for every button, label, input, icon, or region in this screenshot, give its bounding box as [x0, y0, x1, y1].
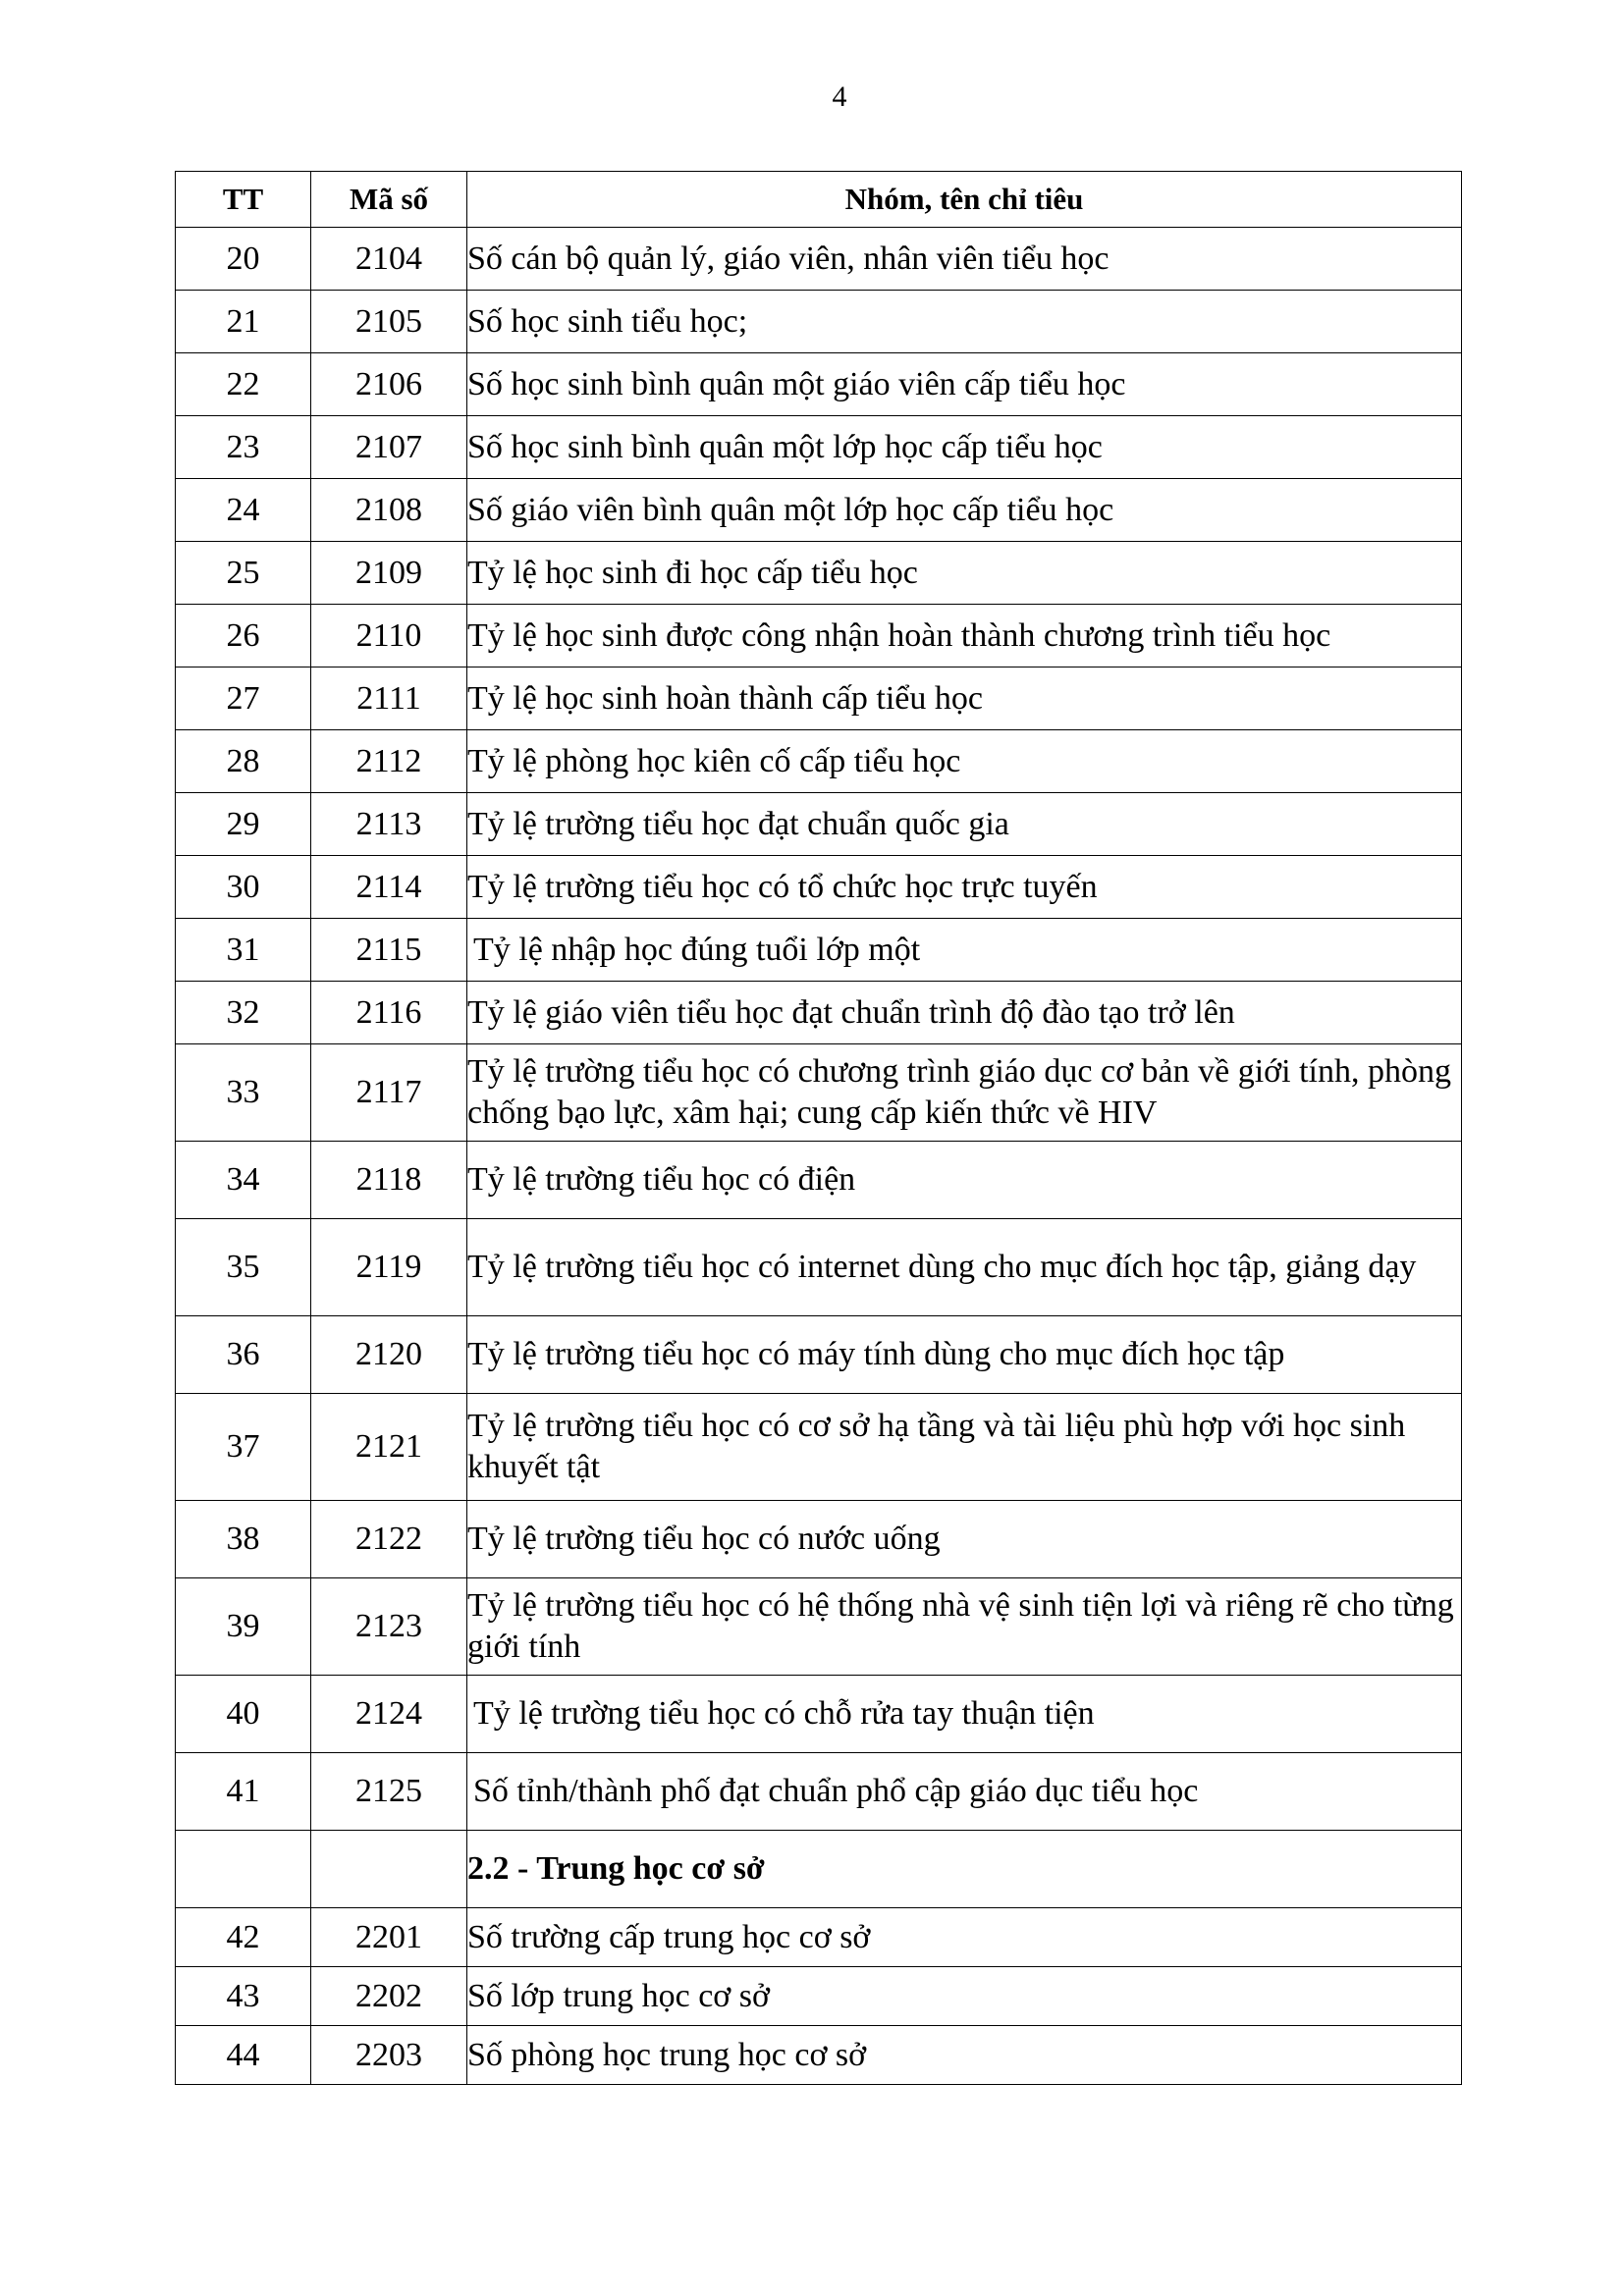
header-tt: TT	[176, 172, 311, 228]
row-code: 2118	[311, 1142, 467, 1219]
table-row	[176, 856, 1462, 919]
section-row	[176, 1831, 1462, 1908]
row-name: Tỷ lệ trường tiểu học có internet dùng cho mục đích học tập, giảng dạy	[467, 1219, 1462, 1316]
table-row	[176, 479, 1462, 542]
row-code: 2124	[311, 1676, 467, 1753]
row-code: 2108	[311, 479, 467, 542]
table-row	[176, 605, 1462, 667]
table-row	[176, 228, 1462, 291]
table-row	[176, 1676, 1462, 1753]
row-name: Tỷ lệ trường tiểu học có chỗ rửa tay thuận tiện	[467, 1676, 1462, 1753]
section-title: 2.2 - Trung học cơ sở	[467, 1831, 1462, 1908]
table-row	[176, 1753, 1462, 1831]
row-code: 2123	[311, 1578, 467, 1676]
table-header-row	[176, 172, 1462, 228]
row-tt: 42	[176, 1908, 311, 1967]
row-tt: 38	[176, 1501, 311, 1578]
row-code: 2104	[311, 228, 467, 291]
row-code: 2107	[311, 416, 467, 479]
row-code: 2117	[311, 1044, 467, 1142]
row-tt: 39	[176, 1578, 311, 1676]
row-tt: 29	[176, 793, 311, 856]
row-tt: 28	[176, 730, 311, 793]
table-row	[176, 982, 1462, 1044]
row-name: Tỷ lệ học sinh được công nhận hoàn thành chương trình tiểu học	[467, 605, 1462, 667]
row-code: 2120	[311, 1316, 467, 1394]
row-name: Tỷ lệ nhập học đúng tuổi lớp một	[467, 919, 1462, 982]
row-code: 2119	[311, 1219, 467, 1316]
row-tt: 40	[176, 1676, 311, 1753]
row-name: Tỷ lệ trường tiểu học có máy tính dùng cho mục đích học tập	[467, 1316, 1462, 1394]
row-name: Số tỉnh/thành phố đạt chuẩn phổ cập giáo dục tiểu học	[467, 1753, 1462, 1831]
row-tt: 22	[176, 353, 311, 416]
row-tt: 34	[176, 1142, 311, 1219]
row-name: Tỷ lệ trường tiểu học có điện	[467, 1142, 1462, 1219]
table-row	[176, 542, 1462, 605]
row-code: 2109	[311, 542, 467, 605]
table-row	[176, 919, 1462, 982]
table-row	[176, 2026, 1462, 2085]
row-code: 2116	[311, 982, 467, 1044]
row-tt: 24	[176, 479, 311, 542]
row-tt: 20	[176, 228, 311, 291]
table-row	[176, 353, 1462, 416]
row-code: 2112	[311, 730, 467, 793]
row-tt: 27	[176, 667, 311, 730]
row-code: 2113	[311, 793, 467, 856]
row-name: Tỷ lệ phòng học kiên cố cấp tiểu học	[467, 730, 1462, 793]
row-tt: 31	[176, 919, 311, 982]
row-code: 2122	[311, 1501, 467, 1578]
table-row	[176, 1908, 1462, 1967]
table-row	[176, 667, 1462, 730]
row-name: Tỷ lệ trường tiểu học có hệ thống nhà vệ sinh tiện lợi và riêng rẽ cho từng giới tính	[467, 1578, 1462, 1676]
row-name: Số phòng học trung học cơ sở	[467, 2026, 1462, 2085]
row-name: Số trường cấp trung học cơ sở	[467, 1908, 1462, 1967]
row-tt: 41	[176, 1753, 311, 1831]
table-row	[176, 1394, 1462, 1501]
row-code: 2105	[311, 291, 467, 353]
row-code: 2111	[311, 667, 467, 730]
row-tt: 33	[176, 1044, 311, 1142]
table-row	[176, 1044, 1462, 1142]
row-name: Tỷ lệ giáo viên tiểu học đạt chuẩn trình độ đào tạo trở lên	[467, 982, 1462, 1044]
row-code: 2114	[311, 856, 467, 919]
row-name: Số lớp trung học cơ sở	[467, 1967, 1462, 2026]
row-tt: 37	[176, 1394, 311, 1501]
header-code: Mã số	[311, 172, 467, 228]
row-code: 2125	[311, 1753, 467, 1831]
row-tt: 21	[176, 291, 311, 353]
row-name: Số học sinh bình quân một lớp học cấp tiểu học	[467, 416, 1462, 479]
header-name: Nhóm, tên chỉ tiêu	[467, 172, 1462, 228]
table-row	[176, 291, 1462, 353]
row-name: Số học sinh bình quân một giáo viên cấp tiểu học	[467, 353, 1462, 416]
row-name: Tỷ lệ học sinh hoàn thành cấp tiểu học	[467, 667, 1462, 730]
row-name: Tỷ lệ trường tiểu học có chương trình giáo dục cơ bản về giới tính, phòng chống bạo lực, xâm hại; cung cấp kiến thức về HIV	[467, 1044, 1462, 1142]
row-code: 2121	[311, 1394, 467, 1501]
table-row	[176, 730, 1462, 793]
table-row	[176, 1219, 1462, 1316]
table-row	[176, 1967, 1462, 2026]
row-name: Tỷ lệ trường tiểu học có tổ chức học trực tuyến	[467, 856, 1462, 919]
row-tt: 35	[176, 1219, 311, 1316]
section-tt-empty	[176, 1831, 311, 1908]
row-code: 2202	[311, 1967, 467, 2026]
indicator-table	[175, 171, 1462, 2085]
row-name: Số cán bộ quản lý, giáo viên, nhân viên tiểu học	[467, 228, 1462, 291]
table-row	[176, 793, 1462, 856]
row-tt: 44	[176, 2026, 311, 2085]
row-name: Tỷ lệ học sinh đi học cấp tiểu học	[467, 542, 1462, 605]
row-tt: 23	[176, 416, 311, 479]
table-row	[176, 1501, 1462, 1578]
row-name: Số giáo viên bình quân một lớp học cấp tiểu học	[467, 479, 1462, 542]
row-name: Tỷ lệ trường tiểu học đạt chuẩn quốc gia	[467, 793, 1462, 856]
page-number: 4	[832, 80, 847, 113]
section-code-empty	[311, 1831, 467, 1908]
row-tt: 32	[176, 982, 311, 1044]
table-row	[176, 1142, 1462, 1219]
row-tt: 26	[176, 605, 311, 667]
row-name: Tỷ lệ trường tiểu học có nước uống	[467, 1501, 1462, 1578]
row-tt: 30	[176, 856, 311, 919]
row-name: Số học sinh tiểu học;	[467, 291, 1462, 353]
table-row	[176, 1316, 1462, 1394]
table-row	[176, 416, 1462, 479]
row-code: 2110	[311, 605, 467, 667]
row-code: 2106	[311, 353, 467, 416]
row-tt: 25	[176, 542, 311, 605]
row-code: 2203	[311, 2026, 467, 2085]
row-tt: 36	[176, 1316, 311, 1394]
row-name: Tỷ lệ trường tiểu học có cơ sở hạ tầng và tài liệu phù hợp với học sinh khuyết tật	[467, 1394, 1462, 1501]
row-code: 2115	[311, 919, 467, 982]
table-row	[176, 1578, 1462, 1676]
row-code: 2201	[311, 1908, 467, 1967]
row-tt: 43	[176, 1967, 311, 2026]
